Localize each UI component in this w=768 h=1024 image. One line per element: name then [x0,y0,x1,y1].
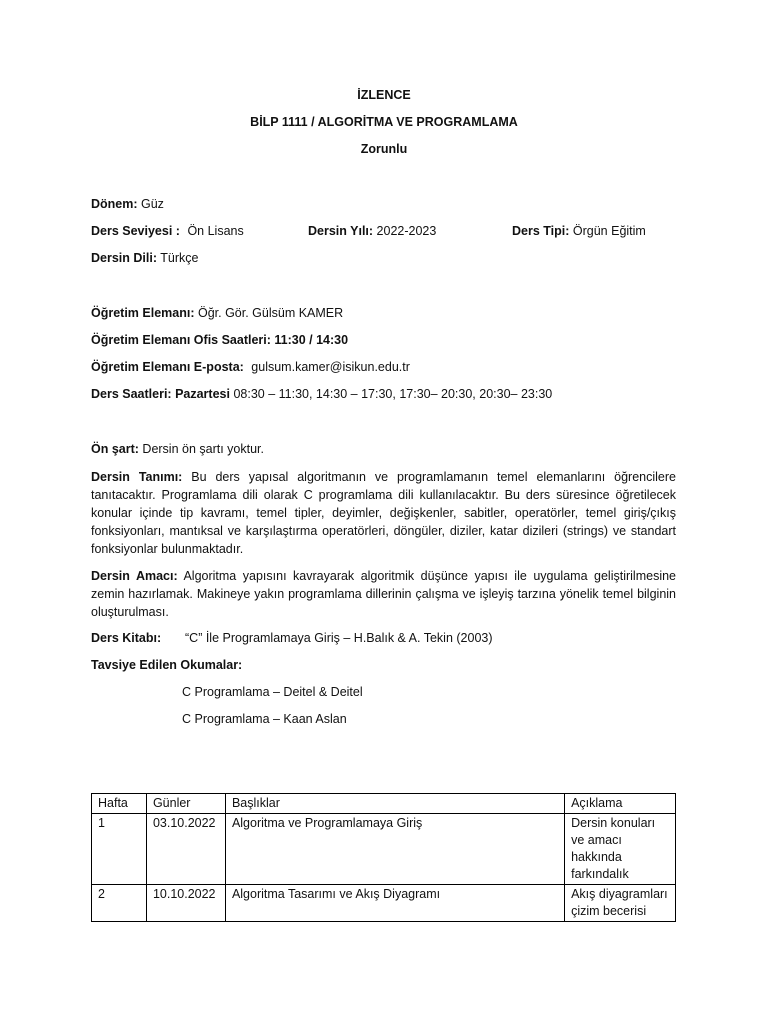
date-cell: 03.10.2022 [146,814,225,885]
reading-item: C Programlama – Deitel & Deitel [182,685,363,699]
instructor-value: Öğr. Gör. Gülsüm KAMER [194,306,344,320]
language-value: Türkçe [157,251,199,265]
year-label: Dersin Yılı: [308,224,374,238]
explanation-cell: Dersin konuları ve amacı hakkında farkındalık [565,814,676,885]
explanation-cell: Akış diyagramları çizim becerisi [565,885,676,922]
class-hours-value: 08:30 – 11:30, 14:30 – 17:30, 17:30– 20:30, 20:30– 23:30 [229,387,553,401]
term-value: Güz [137,197,164,211]
weekly-schedule-table [91,793,676,922]
description-label: Dersin Tanımı: [91,470,183,484]
prerequisite-label: Ön şart: [91,442,139,456]
textbook-line [91,631,493,645]
language-label: Dersin Dili: [91,251,157,265]
textbook-value: “C” İle Programlamaya Giriş – H.Balık & A. Tekin (2003) [185,631,493,645]
table-header-row [92,794,676,814]
textbook-label: Ders Kitabı: [91,631,162,645]
type-line [512,224,646,238]
office-hours-label: Öğretim Elemanı Ofis Saatleri: 11:30 / 14:30 [91,333,349,347]
email-label: Öğretim Elemanı E-posta: [91,360,244,374]
course-status: Zorunlu [360,142,408,156]
course-description [91,468,676,558]
email-link[interactable]: gulsum.kamer@isikun.edu.tr [251,360,410,374]
office-hours-line [91,333,348,347]
date-cell: 10.10.2022 [146,885,225,922]
header-week: Hafta [92,794,147,814]
week-cell: 2 [92,885,147,922]
instructor-label: Öğretim Elemanı: [91,306,195,320]
recommended-reading-label: Tavsiye Edilen Okumalar: [91,658,243,672]
language-line [91,251,198,265]
prerequisite-value: Dersin ön şartı yoktur. [138,442,264,456]
table-row [92,814,676,885]
instructor-line [91,306,343,320]
level-value: Ön Lisans [187,224,244,238]
term-line [91,197,164,211]
recommended-reading-line [91,658,242,672]
header-explanation: Açıklama [565,794,676,814]
year-value: 2022-2023 [373,224,437,238]
week-cell: 1 [92,814,147,885]
prerequisite-line [91,442,264,456]
header-dates: Günler [146,794,225,814]
level-label: Ders Seviyesi : [91,224,180,238]
class-hours-line [91,387,552,401]
objective-text: Algoritma yapısını kavrayarak algoritmik düşünce yapısı ile uygulama geliştirilmesine zemin hazırlamak. Makineye yakın programlama dillerinin çalışma ve işleyiş tarzına yönelik temel bilginin oluşturulması. [91,569,677,619]
description-text: Bu ders yapısal algoritmanın ve programlamanın temel elemanlarını öğrencilere tanıtacaktır. Programlama dili olarak C programlama dili kullanılacaktır. Bu ders süresince öğretilecek konular içinde tip kavramı, temel tipler, deyimler, değişkenler, sabitler, operatörler, temel giriş/çıkış fonksiyonları, mantıksal ve karşılaştırma operatörleri, döngüler, diziler, katar dizileri (strings) ve standart fonksiyonlar bulunmaktadır. [91,470,676,556]
term-label: Dönem: [91,197,138,211]
reading-item: C Programlama – Kaan Aslan [182,712,347,726]
table-row [92,885,676,922]
objective-label: Dersin Amacı: [91,569,178,583]
topic-cell: Algoritma ve Programlamaya Giriş [225,814,564,885]
topic-cell: Algoritma Tasarımı ve Akış Diyagramı [225,885,564,922]
level-line [91,224,244,238]
header-topics: Başlıklar [225,794,564,814]
course-objective [91,567,676,621]
course-title: BİLP 1111 / ALGORİTMA VE PROGRAMLAMA [250,115,518,129]
type-label: Ders Tipi: [512,224,570,238]
type-value: Örgün Eğitim [569,224,646,238]
email-line [91,360,410,374]
year-line [308,224,436,238]
class-hours-label: Ders Saatleri: Pazartesi [91,387,230,401]
document-title: İZLENCE [357,88,411,102]
